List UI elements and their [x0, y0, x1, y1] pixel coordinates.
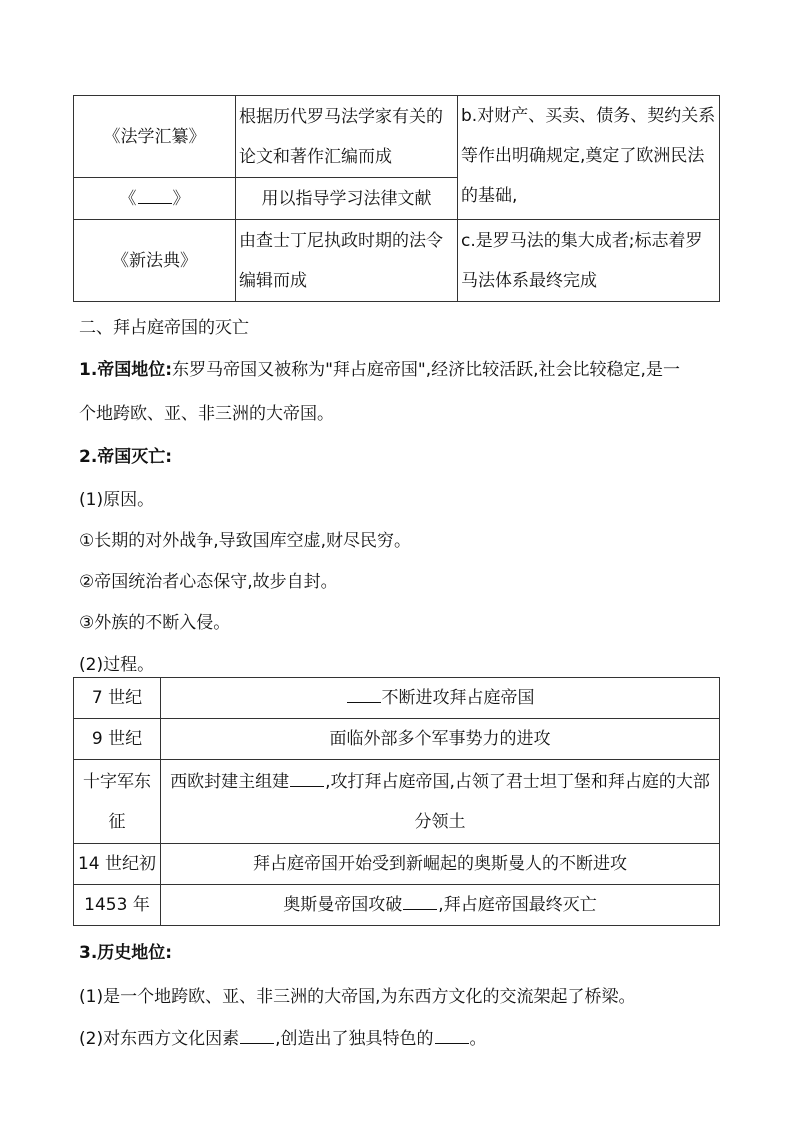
note-c: c.是罗马法的集大成者;标志着罗马法体系最终完成 [461, 230, 703, 291]
note-b-cell [458, 96, 720, 220]
time-cell [74, 844, 161, 885]
law-name-cell [74, 220, 236, 302]
item1-text: 东罗马帝国又被称为"拜占庭帝国",经济比较活跃,社会比较稳定,是一 [172, 360, 680, 380]
time-cell [74, 760, 161, 844]
event-text: ,拜占庭帝国最终灭亡 [438, 895, 597, 915]
time-cell [74, 678, 161, 719]
item2-text: (2)对东西方文化因素 [79, 1029, 240, 1049]
item1-line [79, 355, 680, 380]
item2-text: ,创造出了独具特色的 [275, 1029, 434, 1049]
time-label: 7 世纪 [91, 688, 143, 708]
cause-title: (1)原因。 [79, 490, 155, 510]
event-text: 面临外部多个军事势力的进攻 [329, 729, 551, 749]
law-desc-cell [236, 178, 458, 220]
process-title: (2)过程。 [79, 655, 155, 675]
event-cell [161, 678, 720, 719]
time-cell [74, 885, 161, 926]
roman-law-table [73, 95, 720, 302]
bracket-open: 《 [119, 188, 137, 209]
cause-item: ①长期的对外战争,导致国库空虚,财尽民穷。 [79, 531, 412, 551]
law-name-cell [74, 96, 236, 178]
item2-label: 2.帝国灭亡: [79, 447, 173, 467]
event-text: 拜占庭帝国开始受到新崛起的奥斯曼人的不断进攻 [253, 854, 627, 874]
cause-item: ③外族的不断入侵。 [79, 613, 231, 633]
section3-label: 3.历史地位: [79, 943, 173, 963]
law-desc: 根据历代罗马法学家有关的论文和著作汇编而成 [239, 106, 443, 167]
time-label: 9 世纪 [91, 729, 143, 749]
law-desc-cell [236, 220, 458, 302]
law-name-cell [74, 178, 236, 220]
law-name: 《法学汇纂》 [103, 126, 206, 147]
time-label: 14 世纪初 [77, 854, 157, 874]
law-name: 《新法典》 [112, 250, 197, 271]
item1-text2: 个地跨欧、亚、非三洲的大帝国。 [79, 404, 334, 424]
event-cell [161, 760, 720, 844]
bracket-close: 》 [172, 188, 190, 209]
event-cell [161, 719, 720, 760]
section3-item2 [79, 1024, 487, 1049]
item1-label: 1.帝国地位: [79, 360, 173, 380]
event-text: 西欧封建主组建 [170, 771, 290, 792]
fill-blank[interactable] [240, 1029, 274, 1044]
fill-blank[interactable] [403, 895, 437, 910]
law-desc: 用以指导学习法律文献 [261, 188, 432, 209]
fill-blank[interactable] [290, 772, 324, 787]
time-label: 1453 年 [84, 895, 150, 915]
law-desc: 由查士丁尼执政时期的法令编辑而成 [239, 230, 443, 291]
law-desc-cell [236, 96, 458, 178]
event-cell [161, 844, 720, 885]
process-table [73, 677, 720, 926]
event-text: 不断进攻拜占庭帝国 [381, 688, 535, 708]
event-text: 奥斯曼帝国攻破 [283, 895, 403, 915]
item2-text: 。 [469, 1029, 487, 1049]
event-cell [161, 885, 720, 926]
section3-item1: (1)是一个地跨欧、亚、非三洲的大帝国,为东西方文化的交流架起了桥梁。 [79, 987, 636, 1007]
fill-blank[interactable] [347, 688, 381, 703]
note-b: b.对财产、买卖、债务、契约关系等作出明确规定,奠定了欧洲民法的基础, [461, 106, 716, 206]
fill-blank[interactable] [435, 1029, 469, 1044]
event-text: ,攻打拜占庭帝国,占领了君士坦丁堡和拜占庭的大部分领土 [325, 771, 710, 832]
time-label: 十字军东征 [83, 771, 151, 832]
fill-blank[interactable] [138, 189, 172, 204]
time-cell [74, 719, 161, 760]
note-c-cell [458, 220, 720, 302]
cause-item: ②帝国统治者心态保守,故步自封。 [79, 572, 338, 592]
section-heading: 二、拜占庭帝国的灭亡 [79, 318, 249, 338]
